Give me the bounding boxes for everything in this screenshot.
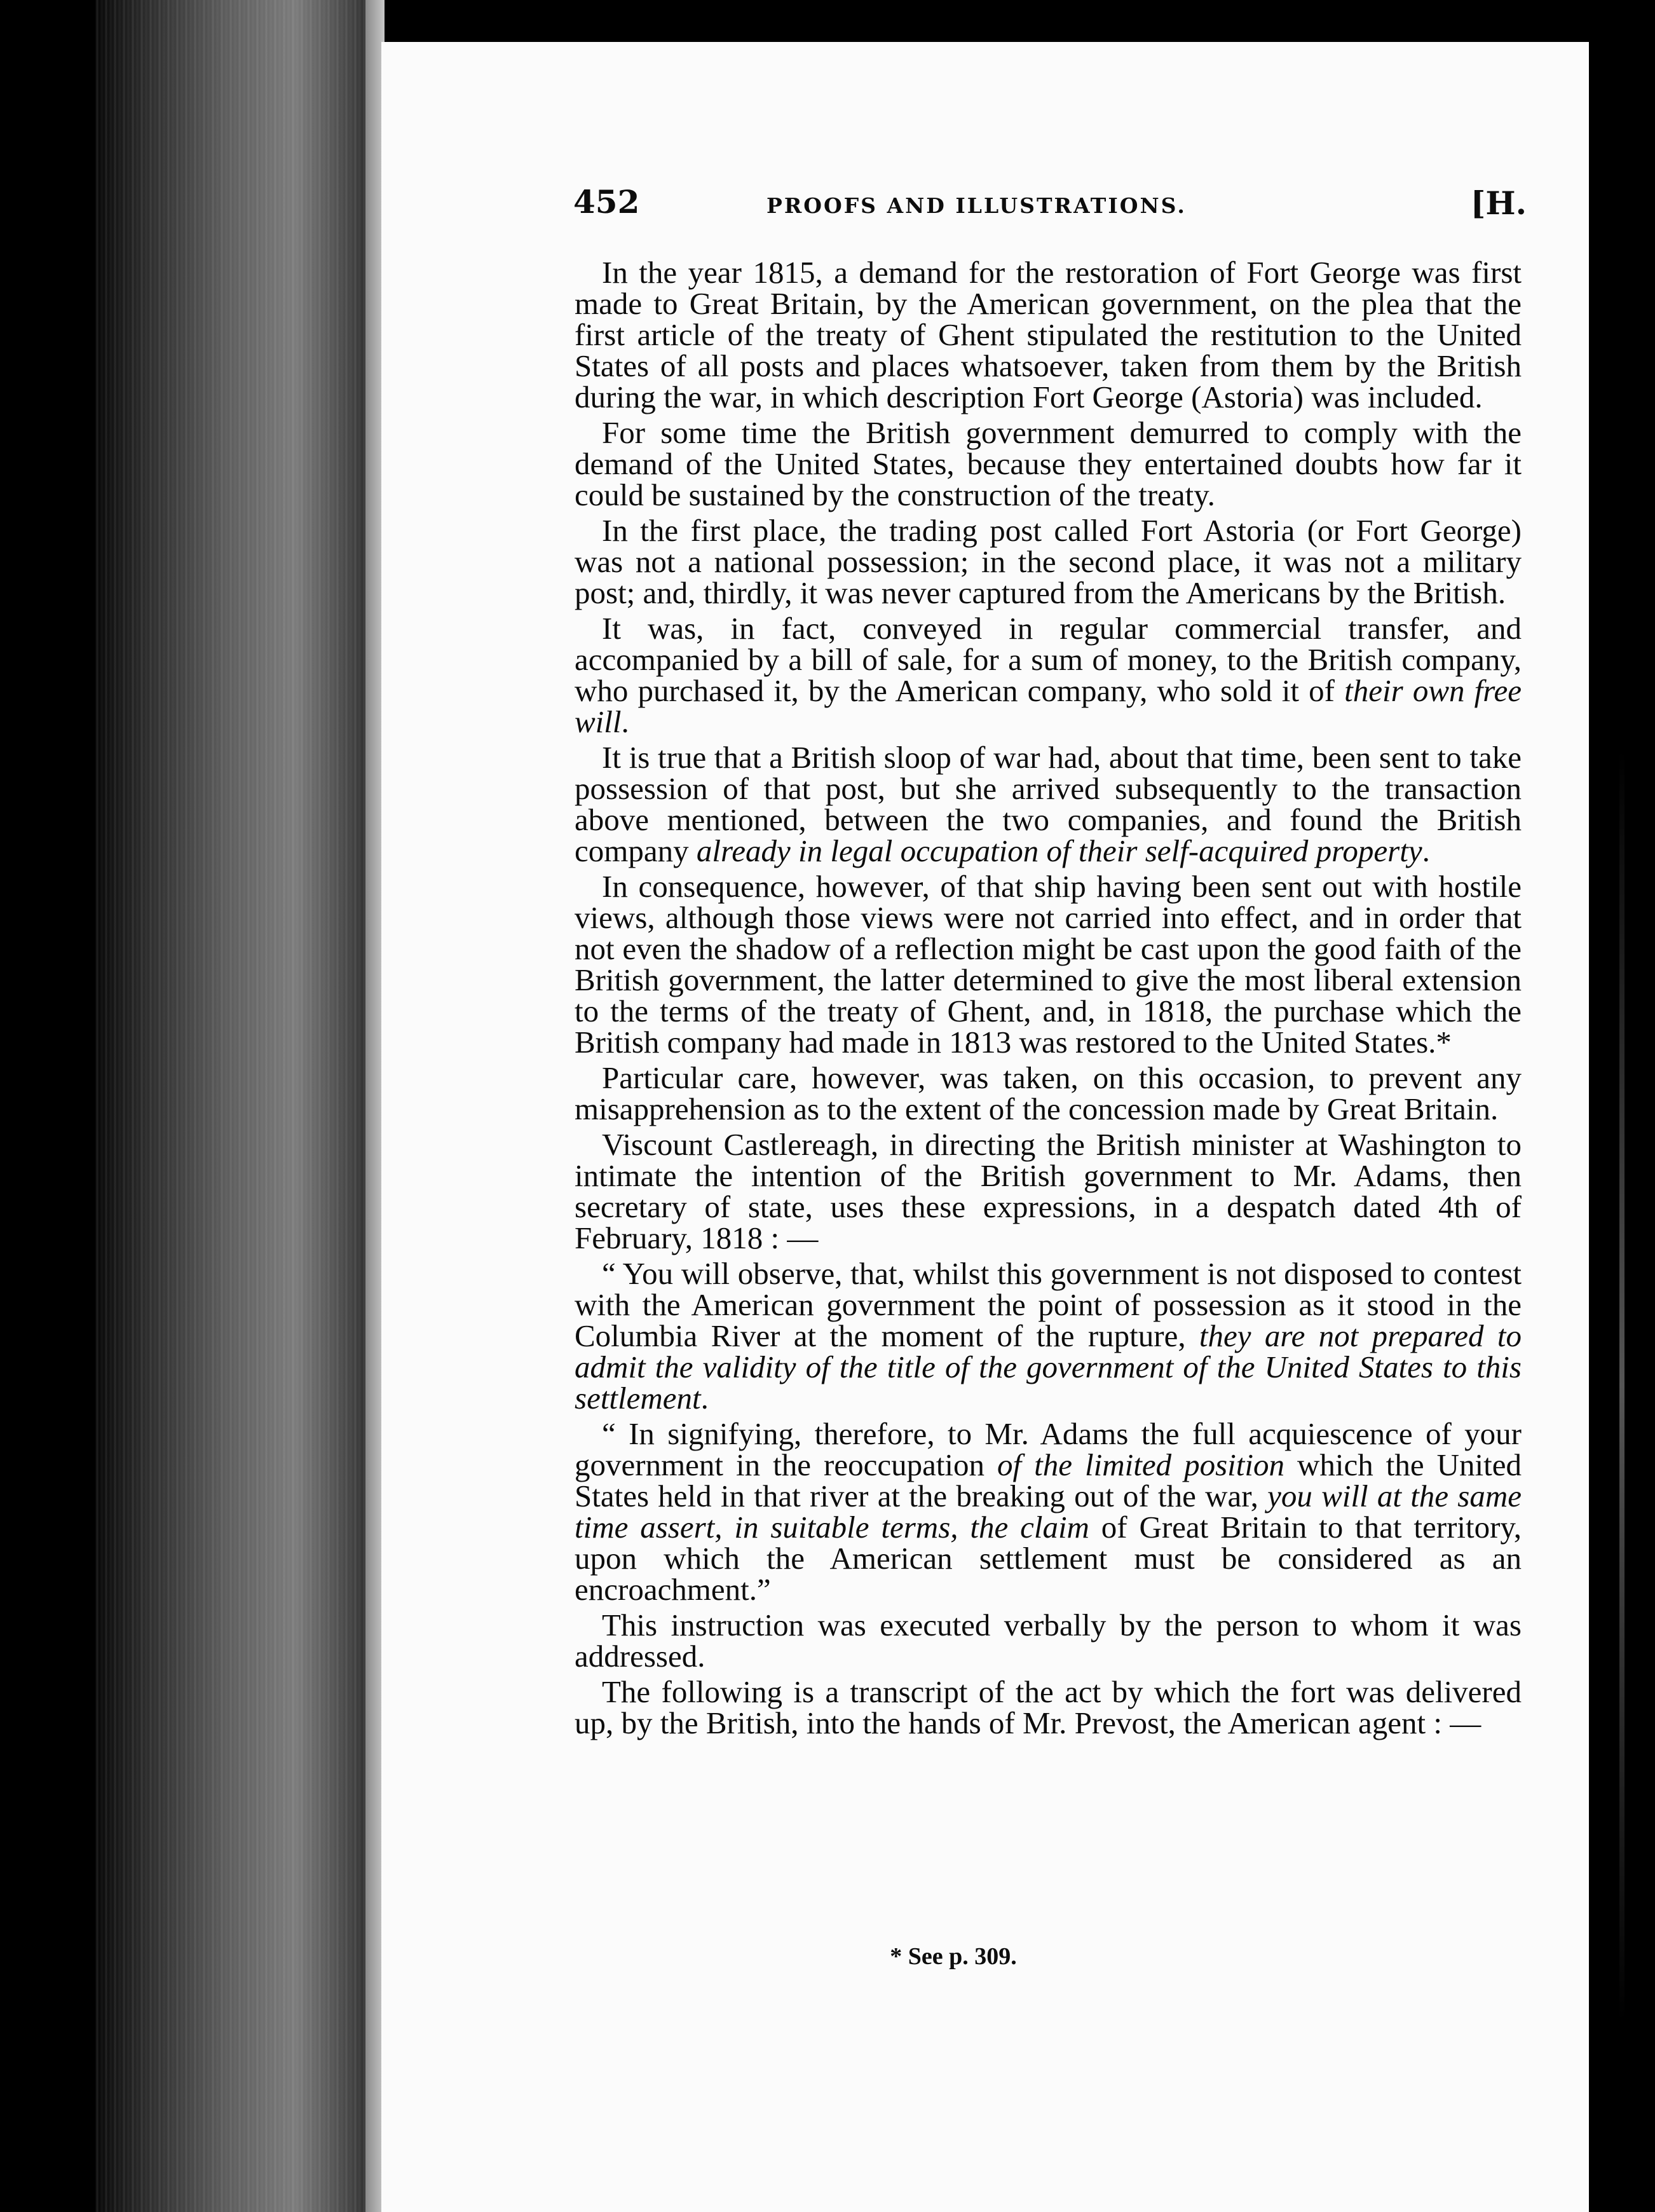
text-run: For some time the British government demurred to comply with the demand of the United States, because they entertained doubts how far it could be sustained by the construction of the treaty. [575, 415, 1522, 512]
text-run: . [700, 1381, 709, 1416]
text-run: “ In signifying, therefore, to Mr. Adams the full acquiescence of your government in the reoccupation [575, 1416, 1522, 1482]
text-run: It was, in fact, conveyed in regular commercial transfer, and accompanied by a bill of sale, for a sum of money, to the British company, who purchased it, by the American company, who sold it of [575, 611, 1522, 708]
body-text [575, 257, 1522, 1743]
text-run: which the United States held in that river at the breaking out of the war, [575, 1447, 1522, 1513]
text-run: “ You will observe, that, whilst this government is not disposed to contest with the American government the point of possession as it stood in the Columbia River at the moment of the rupture, [575, 1256, 1522, 1353]
text-run: This instruction was executed verbally by the person to whom it was addressed. [575, 1608, 1522, 1674]
paragraph [575, 417, 1522, 510]
paragraph [575, 1609, 1522, 1672]
text-run: In consequence, however, of that ship having been sent out with hostile views, although those views were not carried into effect, and in order that not even the shadow of a reflection might be cast upon the good faith of the British government, the latter determined to give the most liberal extension to the terms of the treaty of Ghent, and, in 1818, the purchase which the British company had made in 1813 was restored to the United States.* [575, 869, 1522, 1060]
book-page [381, 42, 1589, 2212]
italic-text: their own free will [575, 673, 1522, 739]
page-header [573, 183, 1527, 240]
paragraph [575, 1258, 1522, 1414]
text-run: It is true that a British sloop of war had, about that time, been sent to take possession of that post, but she arrived subsequently to the transaction above mentioned, between the two companies, and found the British company [575, 740, 1522, 868]
text-run: of Great Britain to that territory, upon which the American settlement must be considered as an encroachment.” [575, 1510, 1522, 1607]
text-run: The following is a transcript of the act by which the fort was delivered up, by the British, into the hands of Mr. Prevost, the American agent : — [575, 1674, 1522, 1740]
text-run: Viscount Castlereagh, in directing the British minister at Washington to intimate the intention of the British government to Mr. Adams, then secretary of state, uses these expressions, in a despatch dated 4th of February, 1818 : — [575, 1127, 1522, 1255]
italic-text: you will at the same time assert, in suitable terms, the claim [575, 1478, 1522, 1545]
paragraph [575, 515, 1522, 608]
italic-text: they are not prepared to admit the validity of the title of the government of the United States to this settlement [575, 1318, 1522, 1416]
text-run: In the year 1815, a demand for the restoration of Fort George was first made to Great Britain, by the American government, on the plea that the first article of the treaty of Ghent stipulated the restitution to the United States of all posts and places whatsoever, taken from them by the British during the war, in which description Fort George (Astoria) was included. [575, 255, 1522, 414]
page-number: 452 [573, 183, 640, 221]
text-run: . [1422, 833, 1430, 868]
text-run: . [621, 704, 629, 739]
paragraph [575, 871, 1522, 1058]
book-spine-edge [95, 0, 381, 2212]
paragraph [575, 1676, 1522, 1738]
italic-text: already in legal occupation of their self-acquired property [696, 833, 1422, 868]
paragraph [575, 742, 1522, 866]
paragraph [575, 257, 1522, 413]
footnote: * See p. 309. [890, 1943, 1017, 1970]
next-page-edge [1619, 750, 1624, 2021]
paragraph [575, 1418, 1522, 1605]
text-run: In the first place, the trading post called Fort Astoria (or Fort George) was not a national possession; in the second place, it was not a military post; and, thirdly, it was never captured from the Americans by the British. [575, 513, 1522, 610]
text-run: Particular care, however, was taken, on this occasion, to prevent any misapprehension as to the extent of the concession made by Great Britain. [575, 1060, 1522, 1126]
paragraph [575, 613, 1522, 737]
italic-text: of the limited position [997, 1447, 1285, 1482]
running-head: PROOFS AND ILLUSTRATIONS. [766, 193, 1187, 218]
section-mark: [H. [1470, 184, 1527, 222]
paragraph [575, 1129, 1522, 1253]
paragraph [575, 1062, 1522, 1124]
